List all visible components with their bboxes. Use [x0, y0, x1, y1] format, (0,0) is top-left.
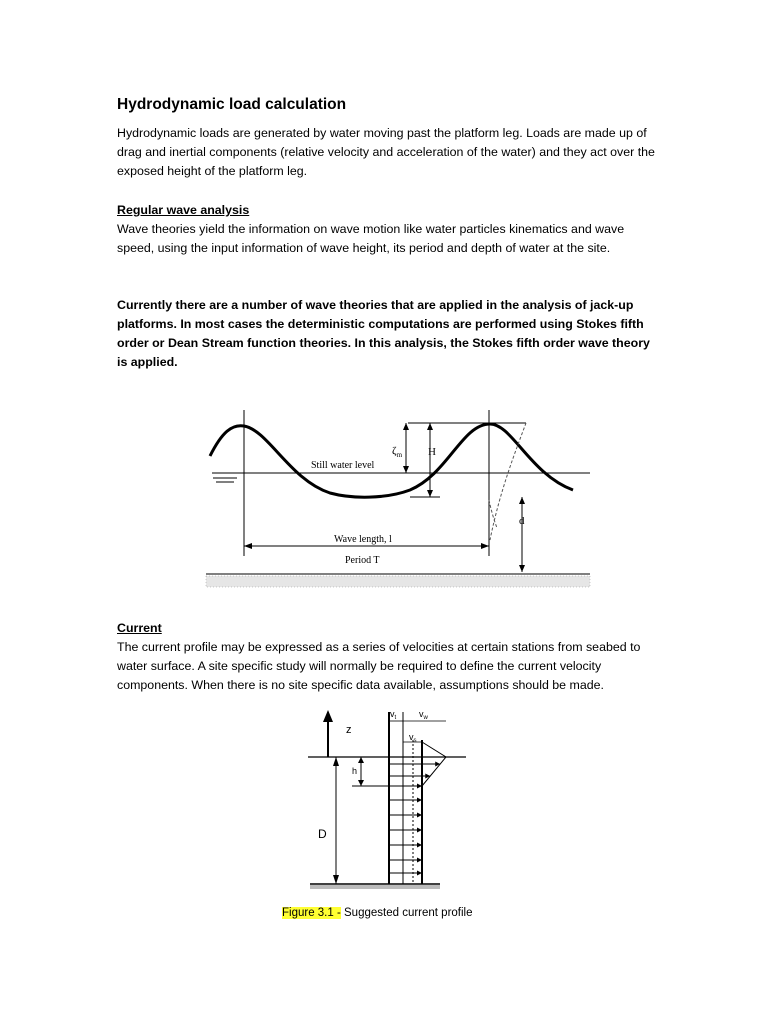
- regular-wave-paragraph-2: Currently there are a number of wave theories that are applied in the analysis of jack-up platforms. In most cases the deterministic computations are performed using Stokes fifth order or Dean Stream function theories. In this analysis, the Stokes fifth order wave theory is applied.: [117, 298, 650, 369]
- vt-label: $v_t$: [390, 709, 397, 721]
- period-label: Period T: [345, 555, 380, 566]
- D-label: D: [318, 827, 327, 841]
- zeta-label: $\zeta_m$: [392, 445, 403, 459]
- caption-text: Suggested current profile: [340, 907, 473, 919]
- h-label: h: [352, 766, 358, 776]
- vw-label: $v_w$: [419, 709, 428, 721]
- current-heading: Current: [117, 621, 162, 635]
- vs-label: $v_s$: [409, 732, 417, 744]
- z-arrow-head: [323, 710, 333, 722]
- still-water-label: Still water level: [311, 460, 375, 471]
- velocity-arrow-head: [425, 774, 430, 779]
- caption-label: Figure 3.1 -: [282, 907, 341, 919]
- h-arrow-head-top: [358, 757, 364, 763]
- current-paragraph: The current profile may be expressed as a series of velocities at certain stations from seabed to water surface. A site specific study will normally be required to define the current velocity components. When there is no site specific data available, assumptions should be made.: [117, 640, 641, 692]
- z-label: z: [346, 724, 352, 736]
- velocity-arrow-head: [435, 762, 440, 767]
- figure-caption: [282, 905, 473, 921]
- H-label: H: [428, 446, 436, 458]
- profile-arrows: [389, 762, 440, 876]
- current-seabed-hatch: [310, 885, 440, 889]
- h-arrow-head-bottom: [358, 780, 364, 786]
- d-label: d: [519, 515, 525, 527]
- D-arrow-head-top: [333, 757, 339, 766]
- wave-length-label: Wave length, l: [334, 534, 392, 545]
- regular-wave-paragraph-1: Wave theories yield the information on wave motion like water particles kinematics and wave speed, using the input information of wave height, its period and depth of water at the site.: [117, 222, 625, 255]
- intro-paragraph: Hydrodynamic loads are generated by water moving past the platform leg. Loads are made up of drag and inertial components (relative velocity and acceleration of the water) and they act over the exposed height of the platform leg.: [117, 126, 655, 178]
- D-arrow-head-bottom: [333, 875, 339, 884]
- regular-wave-heading: Regular wave analysis: [117, 203, 250, 217]
- page-title: Hydrodynamic load calculation: [117, 96, 347, 113]
